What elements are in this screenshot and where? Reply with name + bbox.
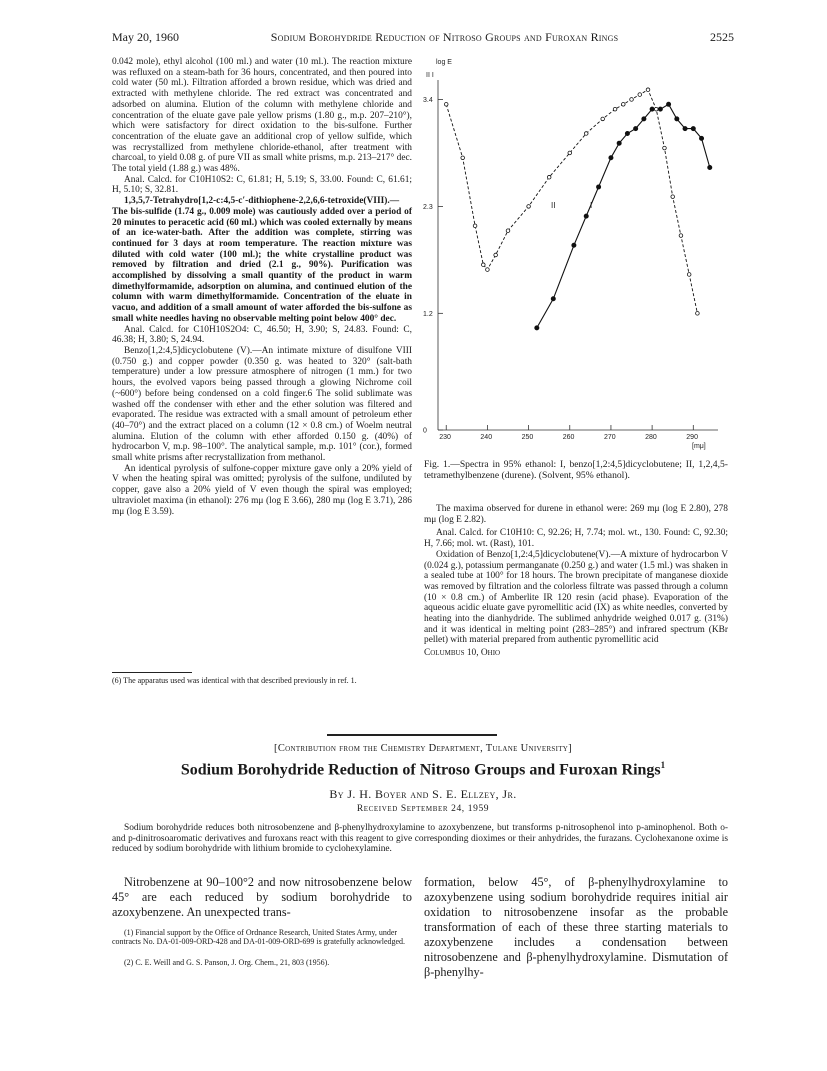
data-point-I [675,117,679,121]
data-point-II [584,132,588,136]
footnote-1: (1) Financial support by the Office of Ordnance Research, United States Army, under contracts No. DA-01-009-ORD-428 and DA-01-009-ORD-699 is gratefully acknowledged. [112,928,406,947]
paragraph: 0.042 mole), ethyl alcohol (100 ml.) and water (10 ml.). The reaction mixture was refluxed on a steam-bath for 36 hours, concentrated, and then poured into cold water (50 ml.). Filtration afforded a brown residue, which was dried and extracted with methylene chloride. The red extract was concentrated and adsorbed on alumina. Elution of the column with methylene chloride and concentration of the eluate gave pale yellow prisms (1.80 g., m.p. 207–210°), which were satisfactory for direct oxidation to the bis-sulfone. Further concentration of the eluate gave an additional crop of yellow sulfide, which was recrystallized from methylene chloride-ethanol, after treatment with charcoal, to yield 0.08 g. of pure VII as small white prisms, m.p. 213–217° dec. The total yield (1.88 g.) was 48%. [112,57,412,175]
paragraph: Anal. Calcd. for C10H10: C, 92.26; H, 7.74; mol. wt., 130. Found: C, 92.30; H, 7.66; mol. wt. (Rast), 101. [424,528,728,550]
y-axis-title: log E [436,59,452,66]
data-point-I [666,102,670,106]
data-point-II [481,263,485,267]
data-point-II [494,253,498,257]
data-point-I [551,297,555,301]
data-point-I [642,117,646,121]
body-left-column: Nitrobenzene at 90–100°2 and now nitrosobenzene below 45° are each reduced by sodium borohydride to azoxybenzene. An unexpected trans- [112,875,412,919]
data-point-II [568,151,572,155]
article-title [112,760,734,779]
x-tick-label: 290 [686,434,698,441]
data-point-II [687,273,691,277]
data-point-I [609,156,613,160]
data-point-I [708,165,712,169]
abstract: Sodium borohydride reduces both nitrosobenzene and β-phenylhydroxylamine to azoxybenzene, but transforms p-nitrosophenol into p-aminophenol. Both o- and p-dinitrosoaromatic derivatives and furoxans react with this reagent to give corresponding dioximes or their anhydrides, the furazans. Cyclohexanone oxime is reduced by sodium borohydride with lithium bromide to cyclohexylamine. [112,823,728,855]
data-point-I [699,136,703,140]
paragraph: Anal. Calcd. for C10H10S2: C, 61.81; H, 5.19; S, 33.00. Found: C, 61.61; H, 5.10; S, 32.81. [112,174,412,196]
figure-caption: Fig. 1.—Spectra in 95% ethanol: I, benzo[1,2:4,5]dicyclobutene; II, 1,2,4,5-tetramethylbenzene (durene). (Solvent, 95% ethanol). [424,459,728,481]
data-point-II [630,98,634,102]
x-tick-label: 240 [480,434,493,441]
series-line-II [446,90,697,314]
legend-roman: II I [426,72,434,79]
data-point-II [613,107,617,111]
curve-label-II: II [551,201,556,210]
data-point-I [650,107,654,111]
running-header [112,30,734,45]
y-tick-label: 1.2 [423,310,433,318]
data-point-II [663,146,667,150]
data-point-I [535,326,539,330]
paragraph: Anal. Calcd. for C10H10S2O4: C, 46.50; H, 3.90; S, 24.83. Found: C, 46.38; H, 3.80; S, 24.94. [112,324,412,346]
data-point-II [473,224,477,228]
data-point-II [506,229,510,233]
contribution-line: [Contribution from the Chemistry Department, Tulane University] [274,743,572,754]
body-right-column: formation, below 45°, of β-phenylhydroxylamine to azoxybenzene using sodium borohydride requires initial air oxidation to nitrosobenzene insofar as the probable transformation of each of these three starting materials to azoxybenzene includes a condensation between nitrosobenzene and β-phenylhydroxylamine. Dismutation of β-phenylhy- [424,875,728,979]
header-page-number: 2525 [710,30,734,44]
x-unit-label: [mμ] [692,443,706,450]
y-tick-label: 3.4 [423,96,433,104]
data-point-II [527,205,531,209]
header-date: May 20, 1960 [112,30,179,44]
authors: By J. H. Boyer and S. E. Ellzey, Jr. [329,787,517,801]
data-point-I [572,243,576,247]
footnote-2: (2) C. E. Weill and G. S. Panson, J. Org. Chem., 21, 803 (1956). [124,958,330,967]
y-tick-label: 2.3 [423,203,433,211]
article-title-text: Sodium Borohydride Reduction of Nitroso Groups and Furoxan Rings [180,761,661,779]
data-point-II [696,312,700,316]
data-point-I [691,127,695,131]
data-point-II [638,93,642,97]
data-point-I [625,131,629,135]
spectra-figure [420,50,730,455]
x-tick-label: 280 [645,434,657,441]
spectra-chart [420,50,730,455]
data-point-I [617,141,621,145]
paragraph: An identical pyrolysis of sulfone-copper mixture gave only a 20% yield of V when the heating spiral was omitted; pyrolysis of the sulfone, undiluted by copper, gave also a 20% yield of V even though the spiral was employed; ultraviolet maxima (in ethanol): 276 mμ (log E 3.66), 280 mμ (log E 3.71), 286 mμ (log E 3.59). [112,463,412,517]
data-point-II [547,175,551,179]
data-point-II [601,117,605,121]
data-point-I [683,127,687,131]
footnote-rule [112,672,192,673]
data-point-I [596,185,600,189]
x-tick-label: 270 [603,434,616,441]
article-divider [327,734,497,736]
data-point-I [658,107,662,111]
x-tick-label: 260 [562,434,575,441]
data-point-I [634,127,638,131]
title-footnote-mark: 1 [660,760,666,770]
data-point-II [654,107,658,111]
x-tick-label: 250 [521,434,534,441]
paragraph: Benzo[1,2:4,5]dicyclobutene (V).—An intimate mixture of disulfone VIII (0.750 g.) and copper powder (0.350 g. was heated to 320° (salt-bath temperature) under a low pressure atmosphere of nitrogen (1 mm.) for two hours, the evolved vapors being passed through a glowing Nichrome coil (~600°) before being condensed on a cold finger.6 The solid sublimate was washed off the condenser with ether and the ether solution was filtered and evaporated. The residue was extracted with a small amount of petroleum ether (40–70°) and the extract placed on a column (12 × 0.8 cm.) of Woelm neutral alumina. Elution of the column with ether afforded 0.150 g. (40%) of hydrocarbon V, m.p. 98–100°. The analytical sample, m.p. 101° (cor.), formed small white prisms after recrystallization from methanol. [112,345,412,464]
data-point-II [461,156,465,160]
data-point-I [584,214,588,218]
y-tick-label: 0 [423,427,427,435]
x-tick-label: 230 [439,434,451,441]
left-column [112,57,412,517]
paragraph: The maxima observed for durene in ethanol were: 269 mμ (log E 2.80), 278 mμ (log E 2.82). [424,504,728,525]
paragraph: 1,3,5,7-Tetrahydro[1,2-c:4,5-c′-dithiophene-2,2,6,6-tetroxide(VIII).—The bis-sulfide (1.74 g., 0.009 mole) was cautiously added over a period of 20 minutes to peracetic acid (60 ml.) which was cooled externally by means of an ice-water-bath. After the addition was complete, stirring was continued for 3 days at room temperature. The reaction mixture was diluted with cold water (100 ml.); the white crystalline product was removed by filtration and dried (2.1 g., 90%). Purification was accomplished by dissolving a small quantity of the product in warm dimethylformamide, adsorption on alumina, and continued elution of the column with warm dimethylformamide. Concentration of the eluate in vacuo, and addition of a small amount of water afforded the bis-sulfone as small white needles having no observable melting point below 400° dec. [112,196,412,324]
location: Columbus 10, Ohio [424,648,501,659]
left-footnote: (6) The apparatus used was identical with that described previously in ref. 1. [112,676,357,685]
data-point-II [679,234,683,238]
data-point-II [671,195,675,199]
data-point-II [646,88,650,92]
data-point-II [486,268,490,272]
received-date: Received September 24, 1959 [356,804,490,814]
curve-label-I: I [590,201,593,210]
series-line-I [537,104,710,328]
paragraph: Oxidation of Benzo[1,2:4,5]dicyclobutene(V).—A mixture of hydrocarbon V (0.024 g.), potassium permanganate (0.250 g.) and water (1.5 ml.) was shaken in a sealed tube at 100° for 18 hours. The brown precipitate of manganese dioxide was removed by filtration and the colorless filtrate was passed through a column (10 × 0.8 cm.) of Amberlite IR 120 resin (acid phase). Evaporation of the aqueous acidic eluate gave pyromellitic acid (IX) as white needles, converted by heating into the dianhydride. The sublimed anhydride weighed 0.017 g. (31%) and it was identical in melting point (283–285°) and infrared spectrum (KBr pellet) with material prepared from authentic pyromellitic acid [424,549,728,646]
header-running-title: Sodium Borohydride Reduction of Nitroso Groups and Furoxan Rings [270,30,619,44]
data-point-II [621,103,625,107]
data-point-II [444,103,448,107]
right-column [424,504,728,659]
